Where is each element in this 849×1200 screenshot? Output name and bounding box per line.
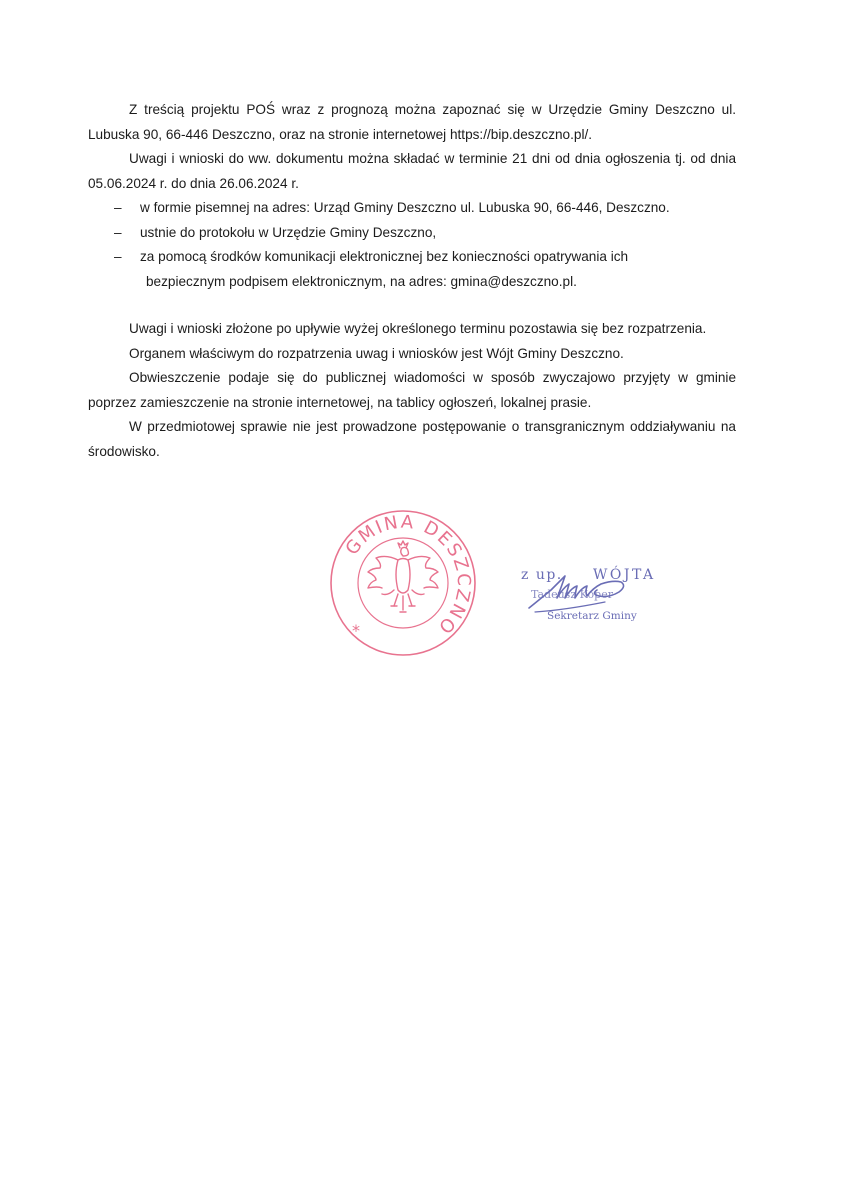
- list-item: [88, 221, 736, 246]
- eagle-emblem-icon: [368, 541, 438, 612]
- handwritten-signature: [515, 562, 685, 632]
- paragraph-consultation-info: Z treścią projektu POŚ wraz z prognozą można zapoznać się w Urzędzie Gminy Deszczno ul. Lubuska 90, 66-446 Deszczno, oraz na stronie internetowej https://bip.deszczno.pl/.: [88, 102, 736, 142]
- gmina-stamp: [328, 508, 478, 658]
- list-item-text: w formie pisemnej na adres: Urząd Gminy Deszczno ul. Lubuska 90, 66-446, Deszczno.: [140, 200, 670, 215]
- submission-methods-list: [88, 196, 736, 294]
- list-dash: –: [114, 249, 122, 264]
- list-item-text: ustnie do protokołu w Urzędzie Gminy Deszczno,: [140, 224, 437, 240]
- list-item-continuation: bezpiecznym podpisem elektronicznym, na adres: gmina@deszczno.pl.: [146, 273, 577, 289]
- signature-prefix: z up.: [521, 567, 563, 583]
- paragraph-late-submissions: Uwagi i wnioski złożone po upływie wyżej określonego terminu pozostawia się bez rozpatrzenia.: [129, 321, 707, 336]
- list-item: [88, 245, 736, 294]
- signatory-role: Sekretarz Gminy: [547, 610, 637, 622]
- list-item: [88, 196, 736, 221]
- stamp-text: GMINA DESZCZNO: [341, 511, 475, 639]
- paragraph-transboundary: W przedmiotowej sprawie nie jest prowadzone postępowanie o transgranicznym oddziaływaniu na środowisko.: [88, 419, 736, 459]
- signature-block: [515, 562, 685, 632]
- paragraph-publication: Obwieszczenie podaje się do publicznej wiadomości w sposób zwyczajowo przyjęty w gminie poprzez zamieszczenie na stronie internetowej, na tablicy ogłoszeń, lokalnej prasie.: [88, 370, 736, 410]
- paragraph-competent-authority: Organem właściwym do rozpatrzenia uwag i wniosków jest Wójt Gminy Deszczno.: [129, 345, 624, 361]
- document-body: [88, 98, 736, 464]
- paragraph-deadline: Uwagi i wnioski do ww. dokumentu można składać w terminie 21 dni od dnia ogłoszenia tj. od dnia 05.06.2024 r. do dnia 26.06.2024 r.: [88, 151, 736, 191]
- signature-title: WÓJTA: [593, 567, 656, 583]
- list-item-text: za pomocą środków komunikacji elektronicznej bez konieczności opatrywania ich: [140, 249, 629, 264]
- list-dash: –: [114, 200, 122, 215]
- stamp-star: *: [352, 621, 360, 640]
- list-dash: –: [114, 224, 122, 240]
- spacer: [88, 294, 736, 317]
- signatory-name: Tadeusz Koper: [531, 588, 613, 601]
